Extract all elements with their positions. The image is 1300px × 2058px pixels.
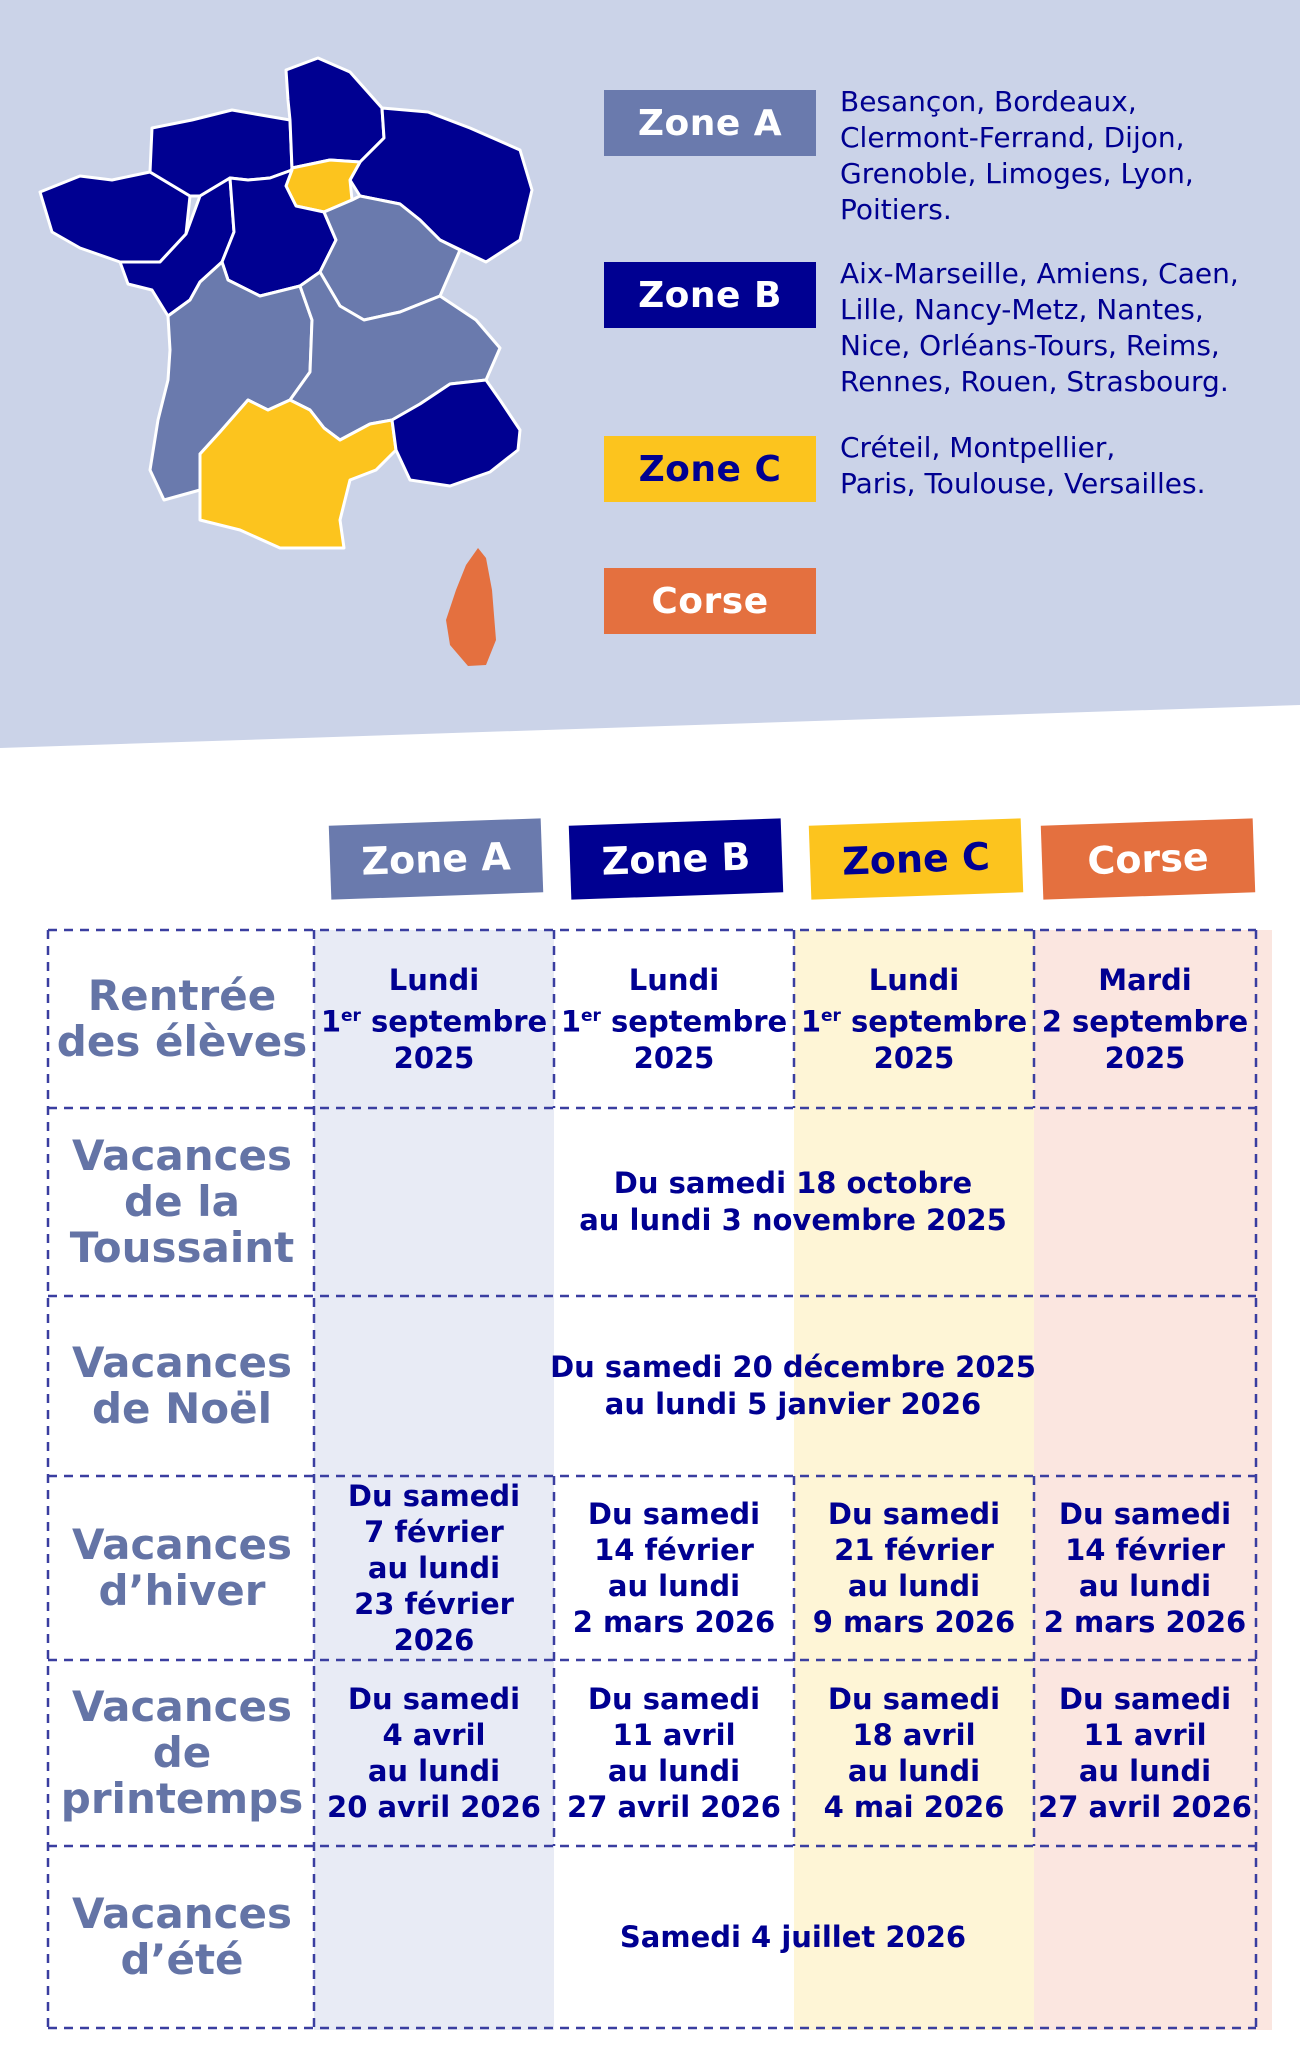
france-zones-map	[0, 0, 600, 720]
cell-ete-all-zones: Samedi 4 juillet 2026	[619, 1919, 967, 1954]
legend-zone-c-cities: Créteil, Montpellier, Paris, Toulouse, Versailles.	[840, 431, 1206, 500]
row-label-ete: Vacances d’été	[71, 1889, 293, 1984]
cell-printemps-zone-c: Du samedi 18 avril au lundi 4 mai 2026	[823, 1682, 1005, 1824]
cell-rentree-zone-a: Lundi 1er septembre 2025	[320, 963, 548, 1075]
row-label-noel: Vacances de Noël	[71, 1338, 293, 1433]
column-header-zone-c: Zone C	[809, 818, 1023, 899]
column-header-corse: Corse	[1041, 818, 1255, 899]
column-header-zone-b: Zone B	[569, 818, 783, 899]
cell-printemps-zone-b: Du samedi 11 avril au lundi 27 avril 2026	[567, 1682, 781, 1824]
cell-hiver-zone-a: Du samedi 7 février au lundi 23 février 2026	[347, 1479, 521, 1657]
row-label-printemps: Vacances de printemps	[60, 1682, 304, 1823]
cell-printemps-zone-a: Du samedi 4 avril au lundi 20 avril 2026	[327, 1682, 541, 1824]
cell-rentree-zone-c: Lundi 1er septembre 2025	[800, 963, 1028, 1075]
column-header-zone-a: Zone A	[329, 818, 543, 899]
cell-printemps-corse: Du samedi 11 avril au lundi 27 avril 2026	[1038, 1682, 1252, 1824]
map-region-bretagne	[40, 172, 190, 262]
row-label-rentree: Rentrée des élèves	[56, 971, 308, 1066]
legend-zone-a-cities: Besançon, Bordeaux, Clermont-Ferrand, Dijon, Grenoble, Limoges, Lyon, Poitiers.	[840, 85, 1194, 226]
legend-zone-b-cities: Aix-Marseille, Amiens, Caen, Lille, Nancy-Metz, Nantes, Nice, Orléans-Tours, Reims, Rennes, Rouen, Strasbourg.	[840, 257, 1239, 398]
cell-hiver-zone-c: Du samedi 21 février au lundi 9 mars 2026	[812, 1497, 1016, 1639]
cell-rentree-zone-b: Lundi 1er septembre 2025	[560, 963, 788, 1075]
cell-hiver-corse: Du samedi 14 février au lundi 2 mars 2026	[1043, 1497, 1247, 1639]
row-label-toussaint: Vacances de la Toussaint	[69, 1131, 295, 1272]
legend-zone-c-badge: Zone C	[604, 436, 816, 502]
cell-noel-all-zones: Du samedi 20 décembre 2025 au lundi 5 janvier 2026	[550, 1350, 1036, 1421]
cell-rentree-corse: Mardi 2 septembre 2025	[1041, 963, 1249, 1075]
legend-zone-b-badge: Zone B	[604, 262, 816, 328]
row-label-hiver: Vacances d’hiver	[71, 1520, 293, 1615]
legend-zone-a-badge: Zone A	[604, 90, 816, 156]
cell-hiver-zone-b: Du samedi 14 février au lundi 2 mars 2026	[572, 1497, 776, 1639]
cell-toussaint-all-zones: Du samedi 18 octobre au lundi 3 novembre 2025	[579, 1166, 1007, 1237]
legend-corse-badge: Corse	[604, 568, 816, 634]
map-region-corse	[446, 548, 496, 666]
